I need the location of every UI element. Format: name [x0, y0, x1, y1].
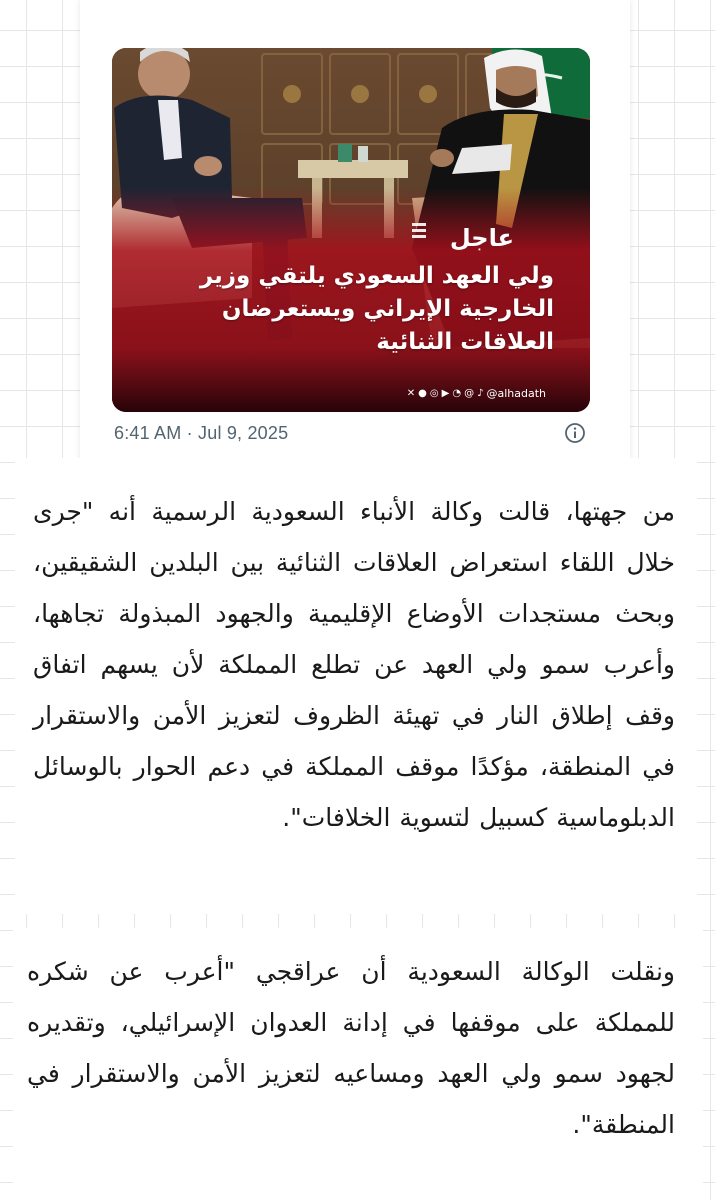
youtube-icon: ▶ — [441, 387, 450, 399]
facebook-icon: ● — [418, 387, 427, 399]
tweet-meta — [112, 420, 590, 448]
tiktok-icon: ♪ — [477, 387, 484, 399]
breaking-label: عاجل — [449, 224, 514, 252]
instagram-icon: ◎ — [429, 387, 439, 399]
info-icon[interactable] — [564, 422, 586, 444]
threads-icon: @ — [464, 387, 475, 399]
social-bar — [407, 387, 546, 400]
article-block-1 — [15, 458, 697, 914]
article-paragraph-1: من جهتها، قالت وكالة الأنباء السعودية الرسمية أنه "جرى خلال اللقاء استعراض العلاقات الثنائية بين البلدين الشقيقين، وبحث مستجدات الأوضاع الإقليمية والجهود المبذولة تجاهها، وأعرب سمو ولي العهد عن تطلع المملكة لأن يسهم اتفاق وقف إطلاق النار في تهيئة الظروف لتعزيز الأمن والاستقرار في المنطقة، مؤكدًا موقف المملكة في دعم الحوار بالوسائل الدبلوماسية كسبيل لتسوية الخلافات". — [33, 497, 675, 832]
article-block-2 — [13, 928, 703, 1200]
tweet-news-image[interactable] — [112, 48, 590, 412]
x-icon: ✕ — [406, 387, 416, 399]
whatsapp-icon: ◔ — [452, 387, 462, 399]
news-headline: ولي العهد السعودي يلتقي وزير الخارجية الإيراني ويستعرضان العلاقات الثنائية — [199, 263, 554, 355]
tweet-card[interactable] — [80, 0, 630, 462]
channel-handle: @alhadath — [486, 387, 546, 400]
tweet-timestamp[interactable]: 6:41 AM · Jul 9, 2025 — [114, 423, 289, 443]
article-paragraph-2: ونقلت الوكالة السعودية أن عراقجي "أعرب عن شكره للمملكة على موقفها في إدانة العدوان الإسرائيلي، وتقديره لجهود سمو ولي العهد ومساعيه لتعزيز الأمن والاستقرار في المنطقة". — [27, 957, 675, 1139]
